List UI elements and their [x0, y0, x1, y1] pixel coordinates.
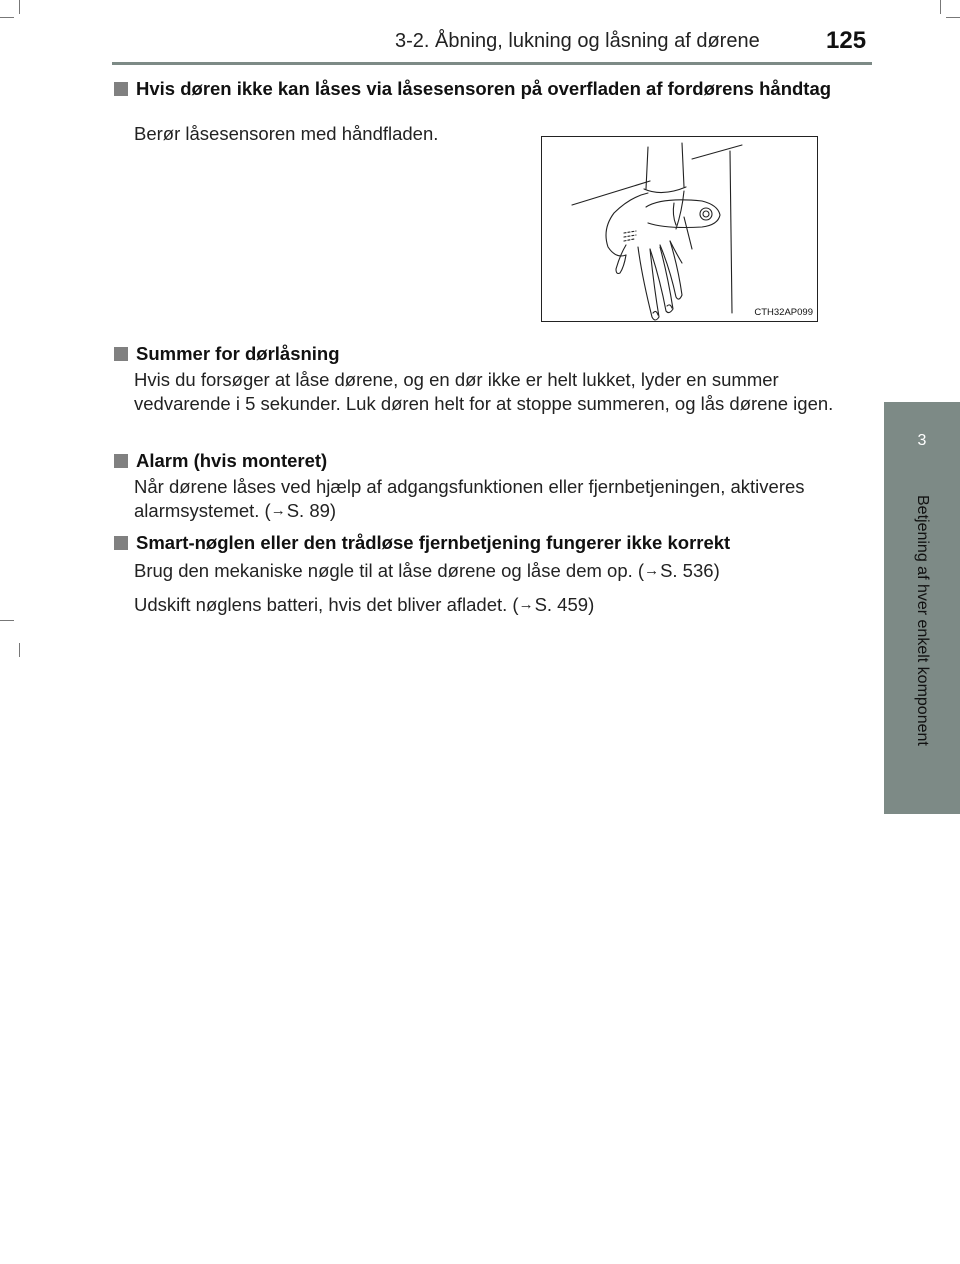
section-alarm — [114, 449, 842, 525]
chapter-side-tab — [884, 402, 960, 814]
bullet-square-icon — [114, 347, 128, 361]
section-heading: Summer for dørlåsning — [114, 342, 842, 366]
section-body — [134, 122, 514, 146]
bullet-square-icon — [114, 536, 128, 550]
section-heading: Alarm (hvis monteret) — [114, 449, 842, 473]
section-body — [134, 368, 842, 416]
page-number: 125 — [826, 27, 867, 54]
crop-mark — [0, 620, 14, 621]
chapter-number: 3 — [917, 432, 927, 449]
figure-code: CTH32AP099 — [754, 307, 813, 318]
section-smart-key-malfunction — [114, 531, 842, 619]
arrow-right-icon: → — [518, 596, 534, 613]
crop-mark — [0, 17, 14, 18]
paragraph: Hvis du forsøger at låse dørene, og en dør ikke er helt lukket, lyder en summer vedvarende i 5 sekunder. Luk døren helt for at stoppe summeren, og lås dørene igen. — [134, 369, 834, 414]
header-rule — [112, 62, 872, 65]
page-reference[interactable]: →S. 536 — [644, 560, 714, 581]
section-body — [134, 559, 842, 619]
section-heading: Smart-nøglen eller den trådløse fjernbetjening fungerer ikke korrekt — [114, 531, 842, 555]
crop-mark — [19, 643, 20, 657]
paragraph: Når dørene låses ved hjælp af adgangsfunktionen eller fjernbetjeningen, aktiveres alarmsystemet. (→S. 89) — [134, 476, 805, 521]
chapter-label: Betjening af hver enkelt komponent — [914, 495, 931, 746]
bullet-square-icon — [114, 82, 128, 96]
page-reference[interactable]: →S. 459 — [518, 594, 589, 615]
running-header-title: 3-2. Åbning, lukning og låsning af dørene — [395, 30, 760, 52]
paragraph: Brug den mekaniske nøgle til at låse dørene og låse dem op. (→S. 536) — [134, 560, 720, 581]
bullet-square-icon — [114, 454, 128, 468]
arrow-right-icon: → — [644, 562, 660, 579]
section-heading: Hvis døren ikke kan låses via låsesensoren på overfladen af fordørens håndtag — [114, 77, 842, 101]
paragraph: Udskift nøglens batteri, hvis det bliver afladet. (→S. 459) — [134, 594, 595, 615]
hand-on-door-handle-illustration — [542, 137, 819, 323]
section-door-lock-buzzer — [114, 342, 842, 416]
crop-mark — [946, 17, 960, 18]
crop-mark — [940, 0, 941, 14]
arrow-right-icon: → — [270, 502, 286, 519]
section-body — [134, 475, 842, 525]
paragraph: Berør låsesensoren med håndfladen. — [134, 123, 439, 144]
page-reference[interactable]: →S. 89 — [270, 500, 330, 521]
crop-mark — [19, 0, 20, 14]
figure-hand-on-handle — [541, 136, 818, 322]
